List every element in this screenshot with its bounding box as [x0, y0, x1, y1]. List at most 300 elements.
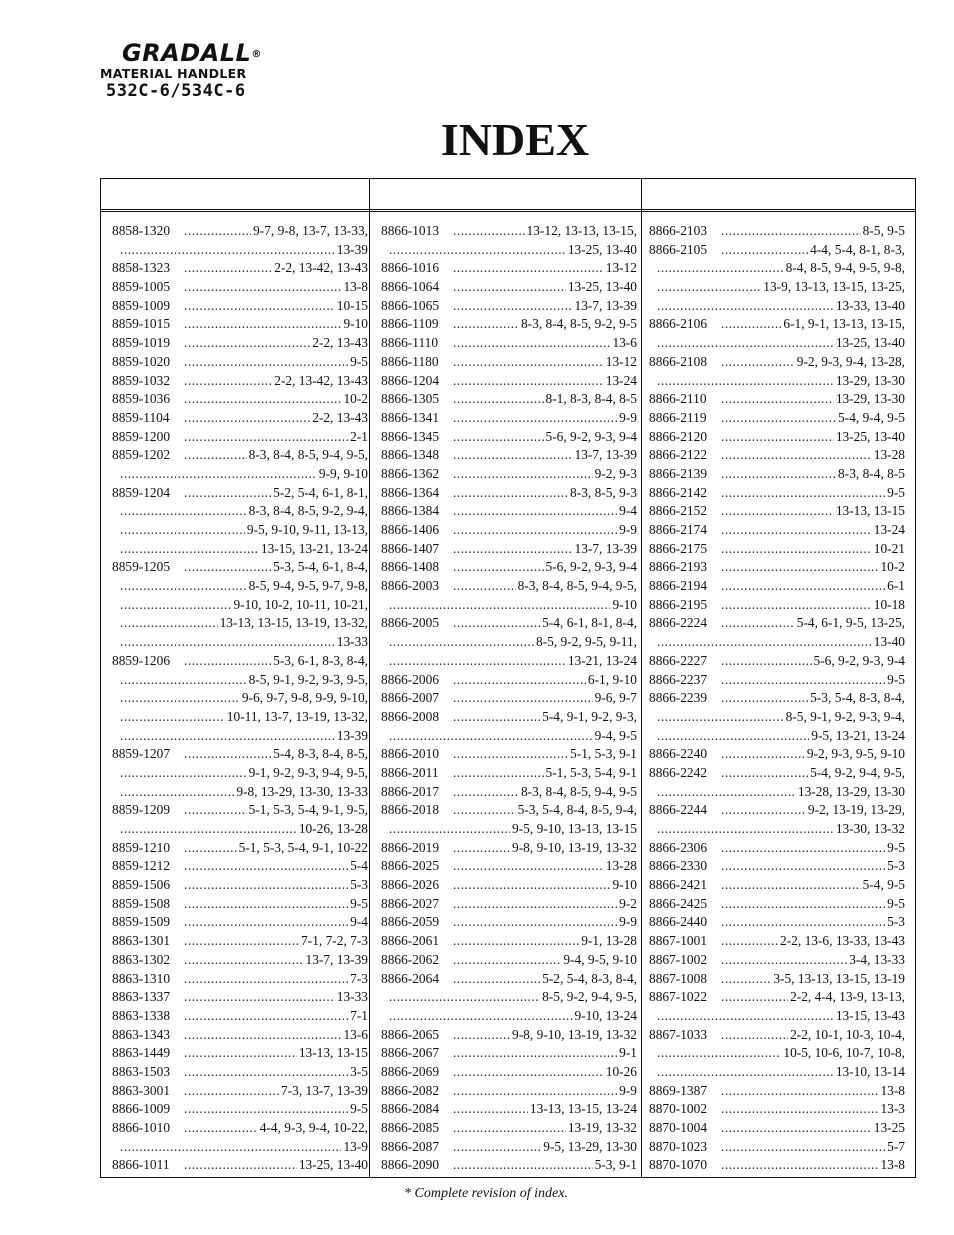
index-entry — [381, 446, 637, 465]
page-references: 2-2, 10-1, 10-3, 10-4, — [790, 1026, 905, 1042]
index-entry — [649, 558, 905, 577]
page-references: 9-9 — [619, 914, 637, 930]
page-references: 5-3 — [887, 914, 905, 930]
dot-leader — [184, 801, 247, 820]
index-entry — [381, 428, 637, 447]
product-subtitle: MATERIAL HANDLER — [100, 66, 247, 81]
dot-leader — [120, 1138, 341, 1157]
part-number: 8866-1406 — [381, 522, 440, 537]
dot-leader — [120, 465, 317, 484]
page-references: 2-2, 13-42, 13-43 — [274, 260, 368, 276]
dot-leader — [721, 932, 778, 951]
part-number: 8866-2105 — [649, 241, 708, 257]
page-references: 9-5 — [350, 1101, 368, 1117]
part-number: 8866-1110 — [381, 335, 439, 351]
page-references: 13-25, 13-40 — [567, 241, 637, 257]
part-number: 8859-1205 — [112, 559, 171, 575]
index-entry — [112, 446, 368, 465]
page-references: 8-3, 8-4, 8-5, 9-2, 9-4, — [248, 503, 368, 519]
part-number: 8859-1032 — [112, 372, 171, 388]
dot-leader — [184, 895, 348, 914]
dot-leader — [453, 708, 540, 727]
index-entry — [649, 839, 905, 858]
part-number: 8870-1070 — [649, 1157, 708, 1173]
part-number: 8866-2059 — [381, 914, 440, 930]
page-references: 8-5, 9-1, 9-2, 9-3, 9-5, — [248, 671, 368, 687]
dot-leader — [453, 484, 568, 503]
page-references: 9-5 — [350, 353, 368, 369]
index-entry — [112, 484, 368, 503]
index-entry — [112, 1138, 368, 1157]
dot-leader — [184, 1082, 279, 1101]
dot-leader — [657, 820, 834, 839]
page-references: 5-6, 9-2, 9-3, 9-4 — [545, 428, 637, 444]
part-number: 8863-1343 — [112, 1026, 171, 1042]
part-number: 8863-1302 — [112, 951, 171, 967]
index-entry — [381, 315, 637, 334]
index-entry — [649, 801, 905, 820]
part-number: 8866-2084 — [381, 1101, 440, 1117]
part-number: 8859-1019 — [112, 335, 171, 351]
dot-leader — [453, 801, 516, 820]
part-number: 8866-1384 — [381, 503, 440, 519]
index-entry — [649, 596, 905, 615]
dot-leader — [657, 372, 834, 391]
dot-leader — [721, 857, 885, 876]
dot-leader — [453, 353, 604, 372]
dot-leader — [389, 633, 534, 652]
dot-leader — [721, 558, 878, 577]
page-references: 13-19, 13-32 — [567, 1120, 637, 1135]
page-references: 4-4, 5-4, 8-1, 8-3, — [810, 241, 905, 257]
index-entry — [381, 633, 637, 652]
part-number: 8866-2237 — [649, 671, 708, 687]
index-entry — [112, 839, 368, 858]
part-number: 8866-1305 — [381, 391, 440, 407]
part-number: 8866-2003 — [381, 578, 440, 594]
index-entry — [381, 652, 637, 671]
part-number: 8866-2108 — [649, 353, 708, 369]
page-references: 10-18 — [873, 596, 905, 612]
column-divider — [369, 179, 370, 1177]
page-references: 9-10, 10-2, 10-11, 10-21, — [233, 596, 368, 612]
part-number: 8866-1109 — [381, 316, 439, 332]
part-number: 8866-2062 — [381, 951, 440, 967]
dot-leader — [453, 259, 604, 278]
index-entry — [649, 913, 905, 932]
index-entry — [649, 932, 905, 951]
dot-leader — [184, 1119, 258, 1138]
index-entry — [112, 428, 368, 447]
page-references: 13-10, 13-14 — [835, 1063, 905, 1079]
page-references: 3-5 — [350, 1063, 368, 1079]
part-number: 8866-2119 — [649, 409, 707, 425]
index-entry — [112, 1063, 368, 1082]
page-references: 5-4, 6-1, 9-5, 13-25, — [796, 615, 905, 631]
dot-leader — [657, 1007, 834, 1026]
page-references: 8-4, 8-5, 9-4, 9-5, 9-8, — [785, 260, 905, 276]
dot-leader — [389, 820, 510, 839]
index-table — [100, 178, 916, 1178]
index-entry — [649, 764, 905, 783]
part-number: 8866-2224 — [649, 615, 708, 631]
part-number: 8866-1010 — [112, 1120, 171, 1135]
dot-leader — [184, 857, 348, 876]
page-references: 13-13, 13-15 — [835, 503, 905, 519]
index-entry — [649, 353, 905, 372]
dot-leader — [453, 222, 525, 241]
index-entry — [112, 970, 368, 989]
page-references: 5-3 — [887, 858, 905, 874]
part-number: 8866-2194 — [649, 578, 708, 594]
page-references: 8-5, 9-5 — [862, 223, 905, 238]
dot-leader — [184, 652, 271, 671]
part-number: 8866-2193 — [649, 559, 708, 575]
index-entry — [112, 913, 368, 932]
dot-leader — [721, 1100, 878, 1119]
dot-leader — [184, 951, 304, 970]
dot-leader — [184, 558, 271, 577]
page-references: 9-6, 9-7, 9-8, 9-9, 9-10, — [241, 690, 368, 706]
dot-leader — [453, 540, 573, 559]
page-references: 13-25 — [873, 1120, 905, 1135]
part-number: 8866-2440 — [649, 914, 708, 930]
page-references: 6-1, 9-1, 13-13, 13-15, — [783, 316, 905, 332]
index-entry — [649, 297, 905, 316]
part-number: 8866-2103 — [649, 223, 708, 238]
index-entry — [112, 895, 368, 914]
dot-leader — [721, 913, 885, 932]
index-entry — [381, 558, 637, 577]
dot-leader — [721, 1026, 788, 1045]
index-entry — [381, 708, 637, 727]
dot-leader — [184, 484, 271, 503]
part-number: 8867-1002 — [649, 951, 708, 967]
page-references: 13-13, 13-15, 13-24 — [529, 1101, 637, 1117]
dot-leader — [389, 988, 540, 1007]
dot-leader — [721, 895, 885, 914]
page-references: 9-4, 9-5, 9-10 — [563, 951, 637, 967]
index-entry — [112, 727, 368, 746]
part-number: 8866-1364 — [381, 484, 440, 500]
page-references: 7-1 — [350, 1007, 368, 1023]
dot-leader — [657, 297, 834, 316]
index-entry — [649, 689, 905, 708]
page-references: 9-5 — [887, 671, 905, 687]
page-references: 9-1, 13-28 — [581, 933, 637, 949]
part-number: 8866-2239 — [649, 690, 708, 706]
page-references: 9-5 — [887, 895, 905, 911]
index-entry — [381, 1044, 637, 1063]
dot-leader — [184, 259, 272, 278]
index-entry — [649, 951, 905, 970]
page-references: 2-2, 13-42, 13-43 — [274, 372, 368, 388]
dot-leader — [453, 521, 617, 540]
page-references: 9-5 — [887, 484, 905, 500]
dot-leader — [453, 839, 510, 858]
page-references: 5-7 — [887, 1138, 905, 1154]
dot-leader — [721, 465, 836, 484]
index-entry — [381, 372, 637, 391]
part-number: 8866-1408 — [381, 559, 440, 575]
page-references: 13-6 — [343, 1026, 368, 1042]
part-number: 8866-2240 — [649, 746, 708, 762]
dot-leader — [453, 876, 610, 895]
dot-leader — [721, 484, 885, 503]
part-number: 8866-2174 — [649, 522, 708, 537]
index-entry — [649, 1063, 905, 1082]
dot-leader — [184, 913, 348, 932]
page-references: 13-12 — [605, 353, 637, 369]
dot-leader — [657, 1063, 834, 1082]
page-references: 10-11, 13-7, 13-19, 13-32, — [226, 708, 368, 724]
dot-leader — [184, 278, 341, 297]
part-number: 8866-1204 — [381, 372, 440, 388]
index-column-2 — [381, 222, 637, 1175]
dot-leader — [184, 1100, 348, 1119]
page-references: 5-4, 9-4, 9-5 — [838, 409, 905, 425]
page-references: 13-28 — [605, 858, 637, 874]
part-number: 8866-2018 — [381, 802, 440, 818]
index-entry — [649, 783, 905, 802]
index-column-3 — [649, 222, 905, 1175]
page-title: INDEX — [440, 114, 590, 165]
part-number: 8867-1001 — [649, 933, 708, 949]
index-entry — [381, 614, 637, 633]
dot-leader — [721, 521, 872, 540]
part-number: 8859-1509 — [112, 914, 171, 930]
index-entry — [381, 409, 637, 428]
dot-leader — [721, 502, 834, 521]
index-entry — [112, 502, 368, 521]
index-entry — [381, 932, 637, 951]
index-entry — [112, 745, 368, 764]
dot-leader — [453, 857, 604, 876]
index-entry — [381, 259, 637, 278]
dot-leader — [184, 353, 348, 372]
dot-leader — [184, 446, 247, 465]
page-references: 13-33, 13-40 — [835, 297, 905, 313]
dot-leader — [453, 558, 544, 577]
dot-leader — [453, 465, 593, 484]
dot-leader — [657, 278, 761, 297]
index-entry — [381, 502, 637, 521]
part-number: 8866-2067 — [381, 1045, 440, 1061]
dot-leader — [120, 783, 234, 802]
page-references: 2-2, 4-4, 13-9, 13-13, — [790, 989, 905, 1005]
dot-leader — [721, 241, 808, 260]
index-entry — [112, 951, 368, 970]
dot-leader — [657, 727, 809, 746]
page-references: 13-33 — [336, 634, 368, 650]
dot-leader — [389, 727, 593, 746]
page-references: 13-25, 13-40 — [298, 1157, 368, 1173]
index-entry — [112, 633, 368, 652]
index-entry — [112, 876, 368, 895]
part-number: 8859-1200 — [112, 428, 171, 444]
index-entry — [381, 1138, 637, 1157]
part-number: 8867-1008 — [649, 970, 708, 986]
dot-leader — [453, 1082, 617, 1101]
index-entry — [381, 764, 637, 783]
page-references: 13-8 — [343, 279, 368, 295]
page-references: 5-4 — [350, 858, 368, 874]
page-references: 13-9 — [343, 1138, 368, 1154]
page-references: 9-5 — [887, 839, 905, 855]
part-number: 8870-1004 — [649, 1120, 708, 1135]
dot-leader — [453, 913, 617, 932]
dot-leader — [389, 241, 566, 260]
dot-leader — [120, 727, 335, 746]
footnote: * Complete revision of index. — [404, 1186, 568, 1201]
part-number: 8866-2142 — [649, 484, 708, 500]
index-entry — [381, 297, 637, 316]
dot-leader — [453, 614, 540, 633]
part-number: 8859-1206 — [112, 652, 171, 668]
index-entry — [112, 315, 368, 334]
index-entry — [649, 1026, 905, 1045]
dot-leader — [184, 1007, 348, 1026]
dot-leader — [184, 372, 272, 391]
dot-leader — [184, 876, 348, 895]
dot-leader — [120, 596, 231, 615]
index-entry — [649, 652, 905, 671]
dot-leader — [184, 334, 310, 353]
dot-leader — [453, 278, 566, 297]
page-references: 10-5, 10-6, 10-7, 10-8, — [783, 1045, 905, 1061]
index-entry — [649, 259, 905, 278]
part-number: 8866-1013 — [381, 223, 440, 238]
index-entry — [112, 334, 368, 353]
index-entry — [381, 745, 637, 764]
part-number: 8866-2139 — [649, 465, 708, 481]
part-number: 8866-2106 — [649, 316, 708, 332]
index-entry — [649, 390, 905, 409]
page-references: 13-21, 13-24 — [567, 652, 637, 668]
part-number: 8866-2421 — [649, 877, 708, 893]
part-number: 8866-2090 — [381, 1157, 440, 1173]
page-references: 13-13, 13-15 — [298, 1045, 368, 1061]
part-number: 8866-2120 — [649, 428, 708, 444]
page-references: 9-6, 9-7 — [594, 690, 637, 706]
dot-leader — [453, 372, 604, 391]
dot-leader — [721, 1082, 878, 1101]
index-entry — [112, 390, 368, 409]
page-references: 13-30, 13-32 — [835, 821, 905, 836]
index-entry — [112, 222, 368, 241]
part-number: 8866-2061 — [381, 933, 440, 949]
page-references: 13-25, 13-40 — [835, 428, 905, 444]
part-number: 8866-2087 — [381, 1138, 440, 1154]
dot-leader — [184, 409, 310, 428]
index-entry — [649, 465, 905, 484]
part-number: 8859-1020 — [112, 353, 171, 369]
page-references: 9-4 — [350, 914, 368, 930]
part-number: 8859-1036 — [112, 391, 171, 407]
page-references: 5-4, 9-1, 9-2, 9-3, — [542, 708, 637, 724]
part-number: 8866-1011 — [112, 1157, 170, 1173]
part-number: 8859-1209 — [112, 802, 171, 818]
dot-leader — [721, 222, 861, 241]
index-entry — [381, 1007, 637, 1026]
page-references: 8-1, 8-3, 8-4, 8-5 — [545, 391, 637, 407]
part-number: 8863-1310 — [112, 970, 171, 986]
index-entry — [381, 1156, 637, 1175]
page-references: 13-7, 13-39 — [574, 447, 637, 463]
page-references: 13-39 — [336, 727, 368, 743]
dot-leader — [184, 745, 271, 764]
page-references: 9-8, 9-10, 13-19, 13-32 — [512, 839, 637, 855]
index-entry — [381, 465, 637, 484]
page-references: 6-1 — [887, 578, 905, 594]
index-entry — [649, 988, 905, 1007]
part-number: 8859-1202 — [112, 447, 171, 463]
page-references: 13-28, 13-29, 13-30 — [797, 783, 905, 799]
dot-leader — [721, 614, 795, 633]
part-number: 8863-1301 — [112, 933, 171, 949]
page-references: 5-6, 9-2, 9-3, 9-4 — [545, 559, 637, 575]
dot-leader — [721, 652, 812, 671]
column-divider — [641, 179, 642, 1177]
page-references: 8-3, 8-4, 8-5, 9-4, 9-5 — [520, 783, 637, 799]
part-number: 8866-2017 — [381, 783, 440, 799]
index-entry — [112, 1156, 368, 1175]
dot-leader — [120, 708, 225, 727]
part-number: 8866-2425 — [649, 895, 708, 911]
part-number: 8870-1002 — [649, 1101, 708, 1117]
index-entry — [381, 241, 637, 260]
dot-leader — [184, 988, 335, 1007]
table-header-row — [101, 179, 915, 212]
dot-leader — [120, 577, 247, 596]
part-number: 8866-2019 — [381, 839, 440, 855]
index-entry — [112, 689, 368, 708]
part-number: 8863-1449 — [112, 1045, 171, 1061]
part-number: 8866-1362 — [381, 465, 440, 481]
dot-leader — [721, 409, 836, 428]
index-entry — [381, 801, 637, 820]
index-entry — [649, 502, 905, 521]
index-entry — [381, 689, 637, 708]
index-entry — [649, 1119, 905, 1138]
index-entry — [649, 727, 905, 746]
page-references: 9-8, 13-29, 13-30, 13-33 — [236, 783, 368, 799]
page-references: 3-4, 13-33 — [849, 951, 905, 967]
dot-leader — [721, 577, 885, 596]
part-number: 8866-2085 — [381, 1120, 440, 1135]
dot-leader — [389, 596, 610, 615]
dot-leader — [453, 689, 593, 708]
page-references: 5-1, 5-3, 5-4, 9-1, 9-5, — [248, 802, 368, 818]
dot-leader — [453, 745, 568, 764]
index-entry — [381, 540, 637, 559]
index-entry — [649, 577, 905, 596]
page-references: 13-8 — [880, 1157, 905, 1173]
dot-leader — [721, 876, 861, 895]
index-entry — [112, 465, 368, 484]
part-number: 8866-1009 — [112, 1101, 171, 1117]
index-entry — [381, 671, 637, 690]
dot-leader — [721, 745, 805, 764]
page-references: 13-39 — [336, 241, 368, 257]
index-entry — [381, 334, 637, 353]
dot-leader — [120, 820, 297, 839]
index-entry — [112, 988, 368, 1007]
part-number: 8866-2227 — [649, 652, 708, 668]
dot-leader — [120, 241, 335, 260]
part-number: 8867-1033 — [649, 1026, 708, 1042]
index-entry — [649, 671, 905, 690]
